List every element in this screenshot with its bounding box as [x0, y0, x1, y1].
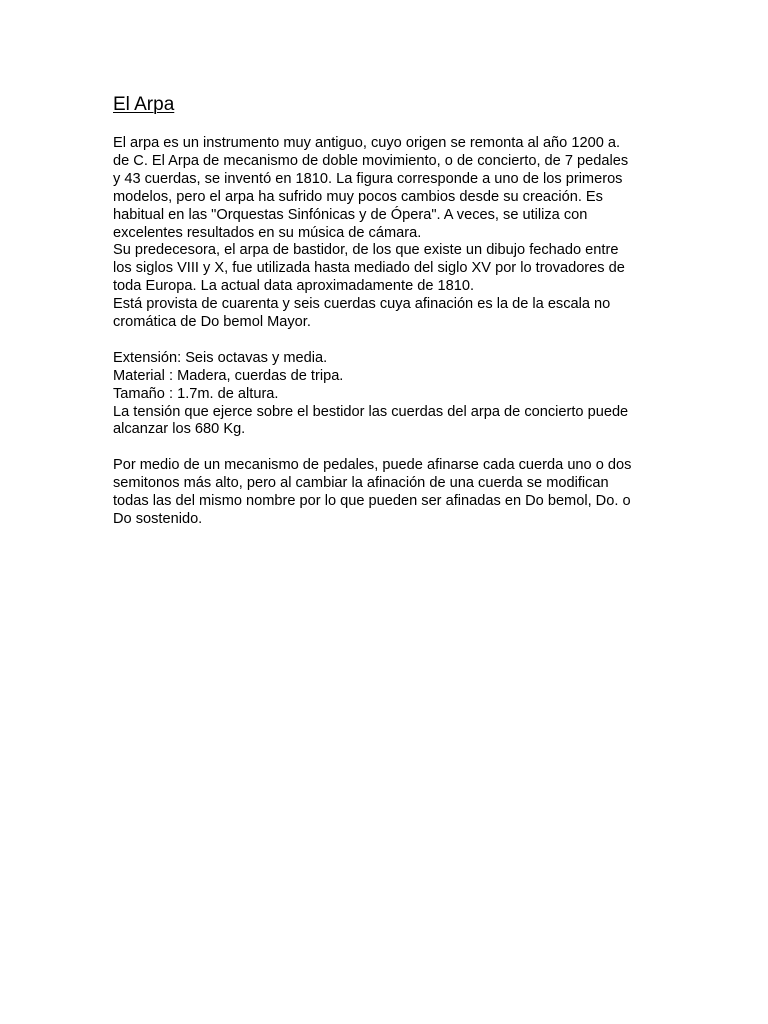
text-line: modelos, pero el arpa ha sufrido muy pocos cambios desde su creación. Es — [113, 188, 603, 205]
text-line: habitual en las "Orquestas Sinfónicas y de Ópera". A veces, se utiliza con — [113, 206, 588, 223]
spec-material: Material : Madera, cuerdas de tripa. — [113, 367, 344, 384]
text-line: de C. El Arpa de mecanismo de doble movimiento, o de concierto, de 7 pedales — [113, 152, 629, 169]
text-line: alcanzar los 680 Kg. — [113, 421, 246, 438]
text-line: los siglos VIII y X, fue utilizada hasta mediado del siglo XV por lo trovadores de — [113, 260, 625, 277]
text-line: excelentes resultados en su música de cámara. — [113, 224, 422, 241]
spec-size: Tamaño : 1.7m. de altura. — [113, 385, 279, 402]
text-line: Do sostenido. — [113, 511, 203, 527]
spec-extension: Extensión: Seis octavas y media. — [113, 349, 328, 366]
text-line: Está provista de cuarenta y seis cuerdas cuya afinación es la de la escala no — [113, 296, 611, 313]
text-line: El arpa es un instrumento muy antiguo, cuyo origen se remonta al año 1200 a. — [113, 135, 621, 151]
paragraph-pedals — [113, 457, 658, 529]
document-page — [113, 93, 658, 529]
text-line: y 43 cuerdas, se inventó en 1810. La figura corresponde a uno de los primeros — [113, 170, 623, 187]
paragraph-spacer — [113, 439, 658, 457]
text-line: toda Europa. La actual data aproximadamente de 1810. — [113, 278, 475, 295]
document-title: El Arpa — [113, 94, 175, 115]
paragraph-specifications — [113, 350, 658, 440]
paragraph-history — [113, 135, 658, 332]
text-line: todas las del mismo nombre por lo que pueden ser afinadas en Do bemol, Do. o — [113, 493, 631, 510]
text-line: Por medio de un mecanismo de pedales, puede afinarse cada cuerda uno o dos — [113, 457, 632, 474]
text-line: La tensión que ejerce sobre el bestidor las cuerdas del arpa de concierto puede — [113, 403, 629, 420]
text-line: Su predecesora, el arpa de bastidor, de los que existe un dibujo fechado entre — [113, 242, 619, 259]
text-line: semitonos más alto, pero al cambiar la afinación de una cuerda se modifican — [113, 475, 609, 492]
text-line: cromática de Do bemol Mayor. — [113, 314, 311, 331]
paragraph-spacer — [113, 332, 658, 350]
